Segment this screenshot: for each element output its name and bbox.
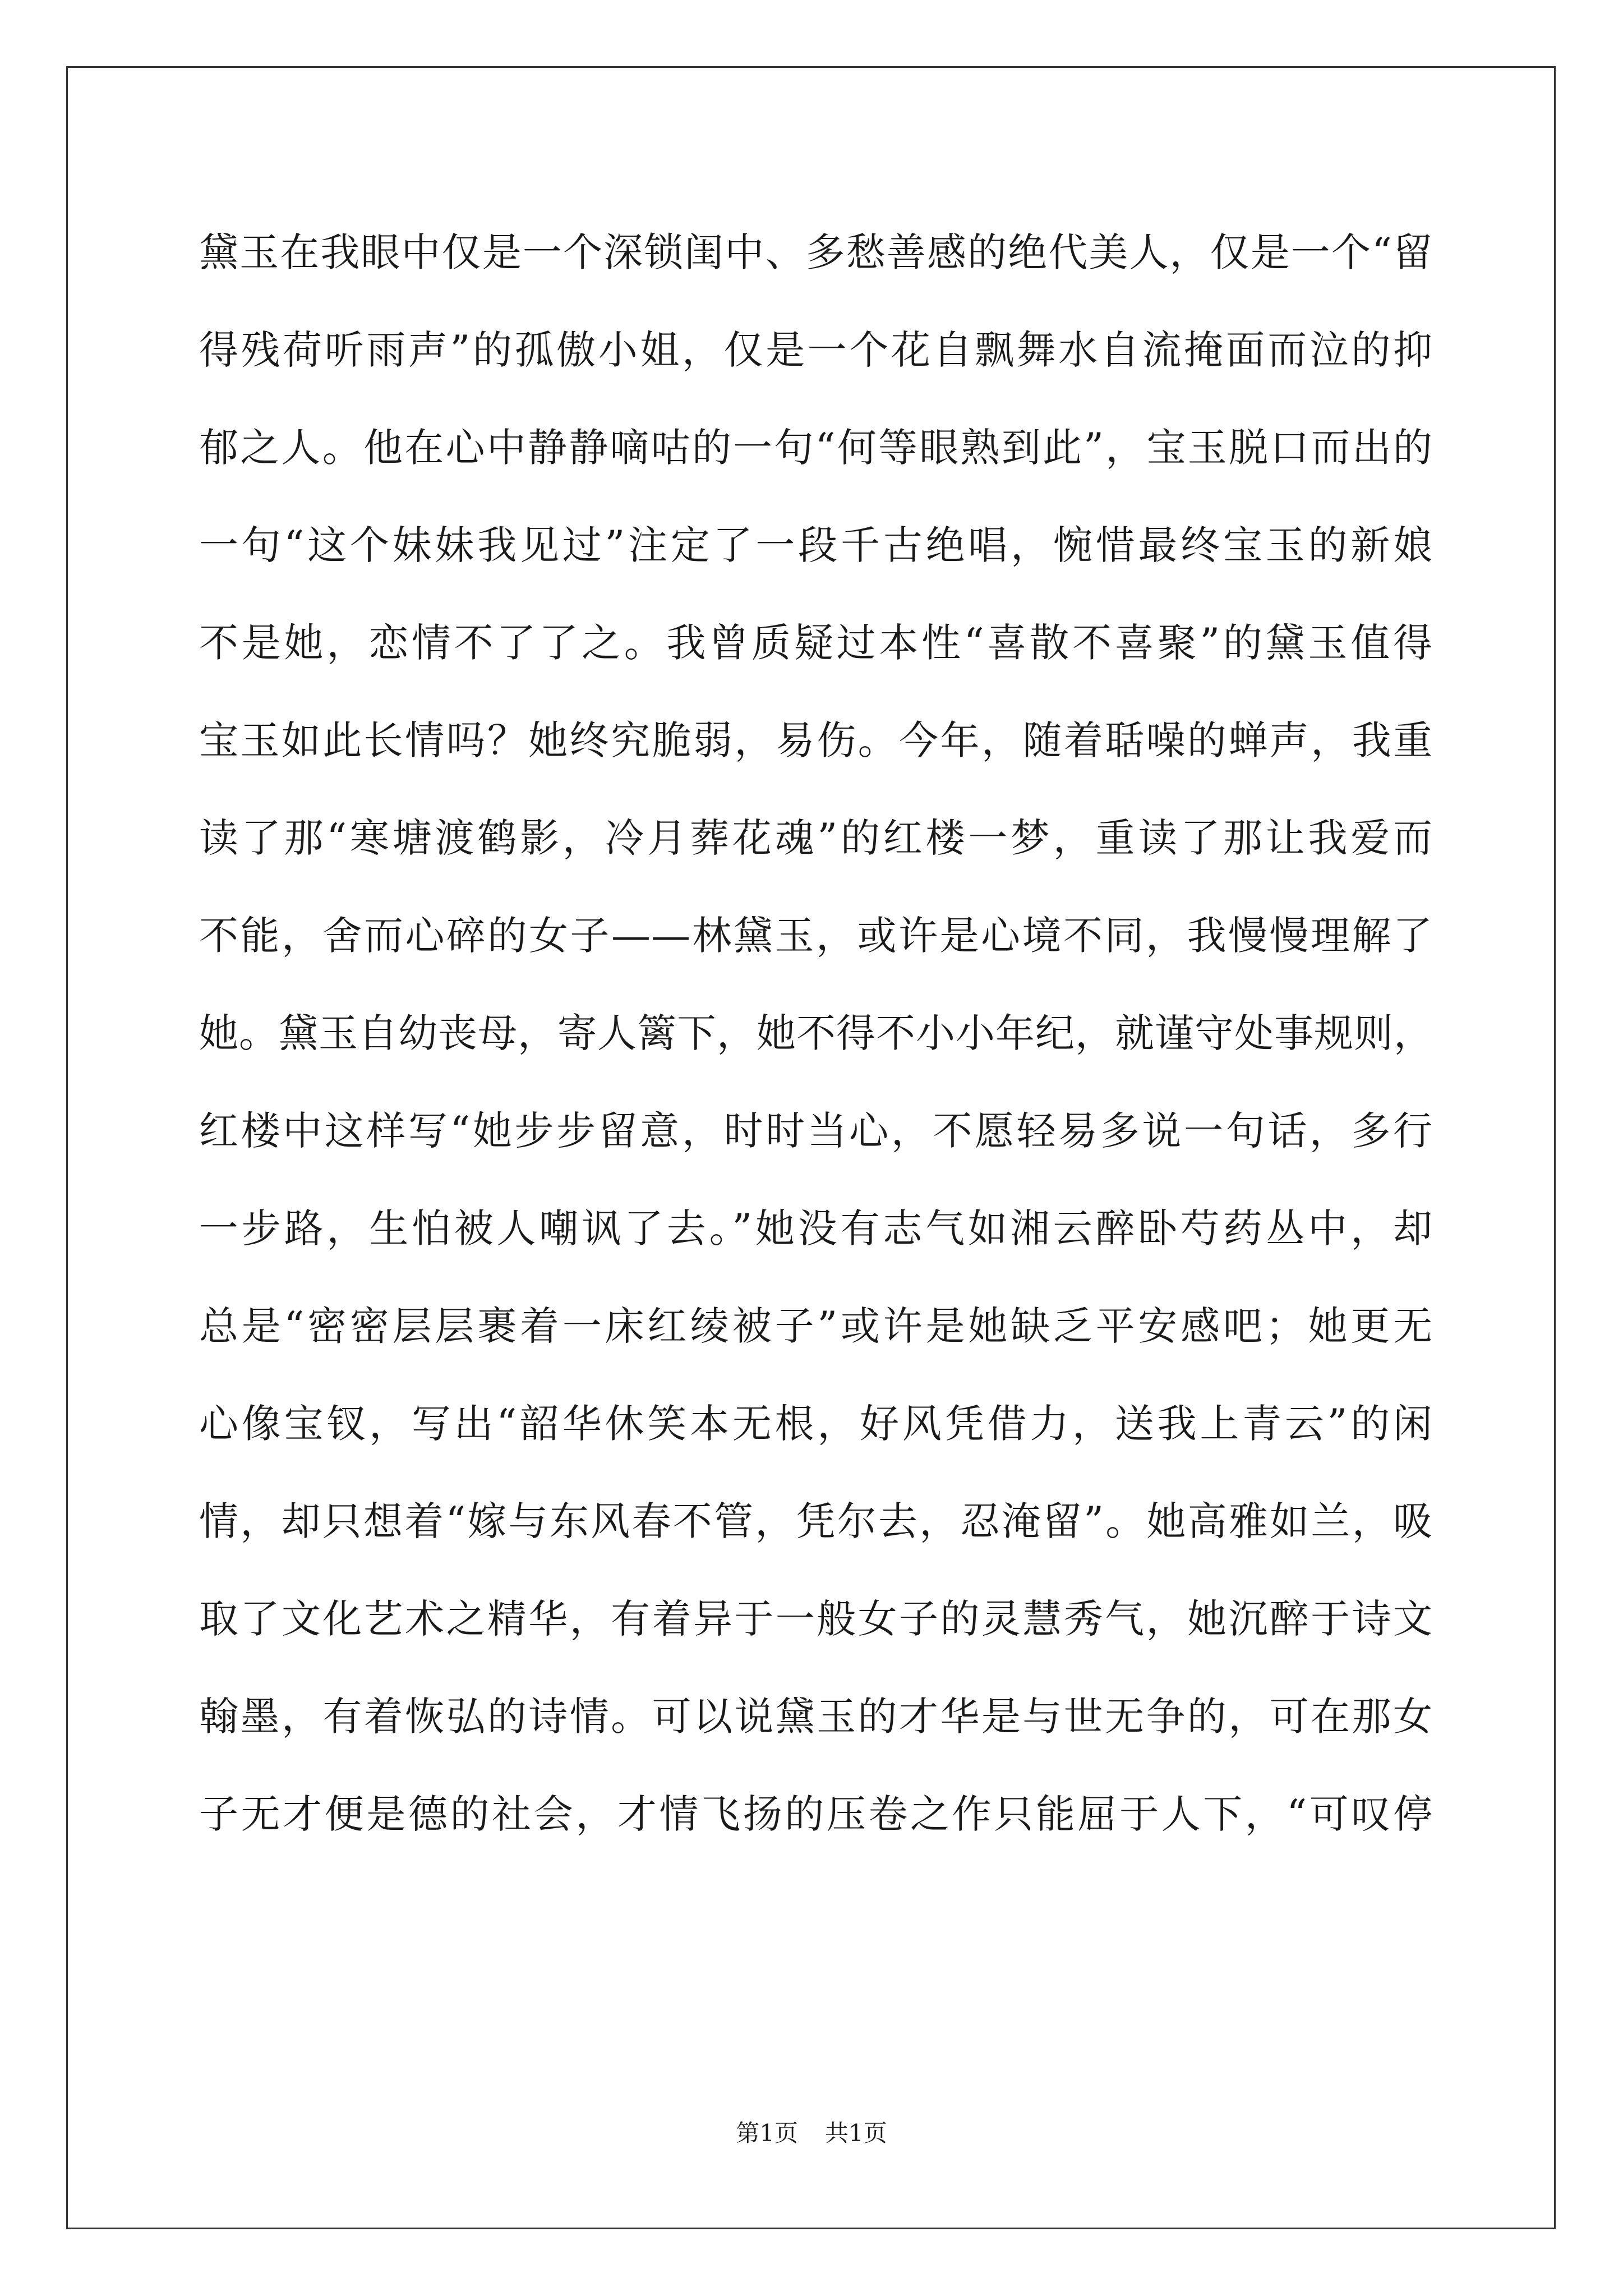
text-line: 不能，舍而心碎的女子——林黛玉，或许是心境不同，我慢慢理解了: [199, 913, 1433, 959]
text-line: 读了那“寒塘渡鹤影，冷月葬花魂”的红楼一梦，重读了那让我爱而: [199, 815, 1433, 861]
text-line: 总是“密密层层裹着一床红绫被子”或许是她缺乏平安感吧；她更无: [199, 1303, 1433, 1349]
text-line: 郁之人。他在心中静静嘀咕的一句“何等眼熟到此”，宝玉脱口而出的: [199, 425, 1433, 471]
text-line: 取了文化艺术之精华，有着异于一般女子的灵慧秀气，她沉醉于诗文: [199, 1596, 1433, 1642]
text-line: 得残荷听雨声”的孤傲小姐，仅是一个花自飘舞水自流掩面而泣的抑: [199, 327, 1433, 373]
text-line: 心像宝钗，写出“韶华休笑本无根，好风凭借力，送我上青云”的闲: [199, 1401, 1433, 1447]
text-line: 情，却只想着“嫁与东风春不管，凭尔去，忍淹留”。她高雅如兰，吸: [199, 1498, 1433, 1544]
text-line: 她。黛玉自幼丧母，寄人篱下，她不得不小小年纪，就谨守处事规则，: [199, 1010, 1433, 1056]
text-line: 翰墨，有着恢弘的诗情。可以说黛玉的才华是与世无争的，可在那女: [199, 1694, 1433, 1740]
text-line: 子无才便是德的社会，才情飞扬的压卷之作只能屈于人下，“可叹停: [199, 1791, 1433, 1837]
text-line: 一句“这个妹妹我见过”注定了一段千古绝唱，惋惜最终宝玉的新娘: [199, 522, 1433, 568]
text-line: 一步路，生怕被人嘲讽了去。”她没有志气如湘云醉卧芍药丛中，却: [199, 1205, 1433, 1251]
text-line: 红楼中这样写“她步步留意，时时当心，不愿轻易多说一句话，多行: [199, 1108, 1433, 1154]
page-footer: [0, 2115, 1623, 2148]
body-text: [199, 218, 1433, 1877]
page-total: 共1页: [825, 2119, 887, 2147]
page-number: 第1页: [736, 2119, 798, 2147]
text-line: 不是她，恋情不了了之。我曾质疑过本性“喜散不喜聚”的黛玉值得: [199, 620, 1433, 666]
text-line: 黛玉在我眼中仅是一个深锁闺中、多愁善感的绝代美人，仅是一个“留: [199, 229, 1433, 275]
text-line: 宝玉如此长情吗？她终究脆弱，易伤。今年，随着聒噪的蝉声，我重: [199, 717, 1433, 763]
